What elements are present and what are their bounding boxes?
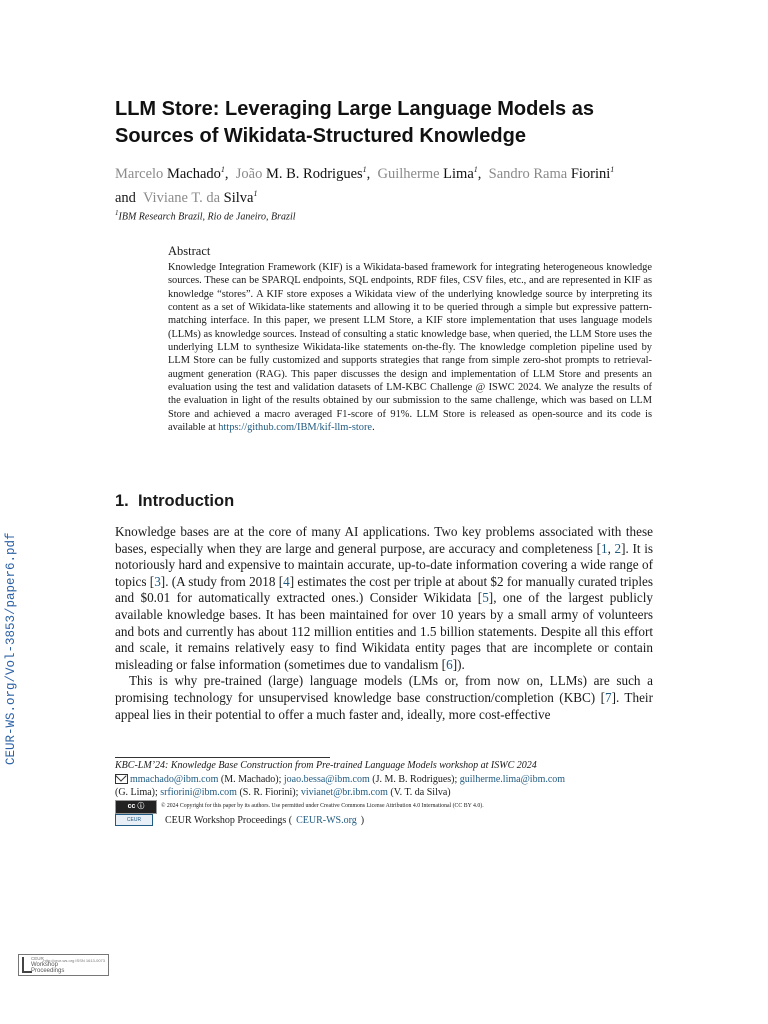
body-text-run: Knowledge bases are at the core of many AI applications. Two key problems associated with these bases, especially when they are large and general purpose, are accuracy and completeness [: [115, 524, 653, 556]
affiliation: $^1$IBM Research Brazil, Rio de Janeiro, Brazil: [115, 209, 296, 223]
envelope-icon: [115, 774, 128, 784]
author-3: Sandro Rama Fiorini$^1$: [488, 165, 615, 182]
email-link[interactable]: joao.bessa@ibm.com: [283, 773, 370, 785]
email-link[interactable]: srfiorini@ibm.com: [160, 787, 237, 798]
license-row: [115, 800, 675, 814]
body-text-run: ]. It is notoriously hard and expensive to maintain accurate, up-to-date information covering a wide range of topics [: [115, 540, 654, 589]
body-text-run: ,: [607, 540, 615, 556]
author-1: João M. B. Rodrigues$^1$: [235, 165, 367, 182]
author-list: Marcelo Machado$^1$, João M. B. Rodrigues$^1$, Guilherme Lima$^1$, Sandro Rama Fiorini$^1$ and Viviane T. da Silva$^1$: [115, 165, 615, 206]
abstract-text: Knowledge Integration Framework (KIF) is a Wikidata-based framework for integrating heterogeneous knowledge sources. These can be SPARQL endpoints, SQL endpoints, RDF files, CSV files, etc., and are represented in KIF as knowledge “stores”. A KIF store exposes a Wikidata view of the underlying knowledge source by interpreting its content as a set of Wikidata-like statements and allowing it to be queried through a simple but expressive pattern-matching interface. In this paper, we present LLM Store, a KIF store implementation that uses language models (LLMs) as knowledge sources. Instead of consulting a static knowledge base, when queried, the LLM Store uses the underlying LLM to synthesize Wikidata-like statements on-the-fly. The knowledge completion pipeline used by LLM Store can be fully customized and supports strategies that range from simple zero-shot prompts to retrieval-augment generation (RAG). This paper discusses the design and implementation of LLM Store and presents an evaluation using the test and validation datasets of LM-KBC Challenge @ ISWC 2024. We analyze the results of the evaluation in light of the results obtained by our submission to the same challenge, which was based on LLM Store and achieved a macro averaged F1-score of 91%. LLM Store is released as open-source and its code is available at: [168, 262, 652, 434]
email-link[interactable]: mmachado@ibm.com: [130, 773, 219, 785]
venue-note: KBC-LM’24: Knowledge Base Construction from Pre-trained Language Models workshop at ISWC 2024: [115, 760, 537, 771]
email-line-1: mmachado@ibm.com (M. Machado); joao.bessa@ibm.com (J. M. B. Rodrigues); guilherme.lima@ibm.com: [115, 773, 675, 787]
author-4: Viviane T. da Silva$^1$: [142, 188, 258, 206]
body-text-run: ] estimates the cost per triple at about $2 for manually curated triples and $0.01 for automatically extracted ones.) Consider Wikidata [: [115, 573, 654, 606]
citation-ref[interactable]: 3: [154, 573, 161, 589]
citation-ref[interactable]: 2: [614, 540, 622, 556]
footnote-rule: [115, 757, 330, 758]
citation-ref[interactable]: 1: [600, 540, 608, 556]
body-text-run: ]. (A study from 2018 [: [160, 573, 284, 589]
email-link[interactable]: guilherme.lima@ibm.com: [459, 773, 566, 785]
paragraph-1: [115, 524, 653, 673]
citation-ref[interactable]: 7: [604, 689, 612, 705]
body-text-run: ]. Their appeal lies in their potential to offer a much faster and, ideally, more cost-effective: [115, 689, 653, 722]
footnote-area: [115, 759, 675, 827]
body-text-run: ], one of the largest publicly available knowledge bases. It has been maintained for over 10 years by a small army of volunteers and bots and currently has about 112 million entities and 1.5 billion statements. Despite all this effort and scale, it remains relatively easy to find Wikidata entity pages that are incomplete or contain misleading or false information (sometimes due to vandalism [: [115, 590, 653, 672]
ceur-badge-icon: CEUR: [115, 814, 153, 826]
section-heading: 1. Introduction: [115, 492, 235, 510]
ceur-link[interactable]: CEUR-WS.org: [296, 814, 357, 826]
license-text: © 2024 Copyright for this paper by its authors. Use permitted under Creative Commons License Attribution 4.0 International (CC BY 4.0).: [161, 802, 484, 809]
citation-ref[interactable]: 5: [482, 590, 489, 606]
authors-and: and: [115, 189, 136, 206]
abstract-heading: Abstract: [168, 244, 211, 258]
citation-ref[interactable]: 6: [446, 656, 453, 672]
introduction-body: [115, 524, 653, 723]
abstract-body: Knowledge Integration Framework (KIF) is a Wikidata-based framework for integrating heterogeneous knowledge sources. These can be SPARQL endpoints, SQL endpoints, RDF files, CSV files, etc., and are represented in KIF as knowledge “stores”. A KIF store exposes a Wikidata view of the underlying knowledge source by interpreting its content as a set of Wikidata-like statements and allowing it to be queried through a simple but expressive pattern-matching interface. In this paper, we present LLM Store, a KIF store implementation that uses language models (LLMs) as knowledge sources. Instead of consulting a static knowledge base, when queried, the LLM Store uses the underlying LLM to synthesize Wikidata-like statements on-the-fly. The knowledge completion pipeline used by LLM Store can be fully customized and supports strategies that range from simple zero-shot prompts to retrieval-augment generation (RAG). This paper discusses the design and implementation of LLM Store and presents an evaluation using the test and validation datasets of LM-KBC Challenge @ ISWC 2024. We analyze the results of the evaluation in light of the results obtained by our submission to the same challenge, which was based on LLM Store and achieved a macro averaged F1-score of 91%. LLM Store is released as open-source and its code is available at https://github.com/IBM/kif-llm-store.: [168, 262, 652, 434]
title-line-1: LLM Store: Leveraging Large Language Models as: [115, 98, 594, 120]
cc-by-badge-icon: cc ⓘ: [115, 800, 157, 814]
author-2: Guilherme Lima$^1$: [377, 165, 478, 182]
author-0: Marcelo Machado$^1$: [115, 165, 225, 182]
citation-ref[interactable]: 4: [283, 573, 290, 589]
body-text-run: This is why pre-trained (large) language models (LMs or, from now on, LLMs) are such a promising technology for unsupervised knowledge base construction/completion (KBC) [: [115, 673, 653, 705]
paragraph-2: [115, 673, 653, 723]
title-line-2: Sources of Wikidata-Structured Knowledge: [115, 125, 526, 147]
email-link[interactable]: vivianet@br.ibm.com: [300, 787, 388, 798]
ceur-logo-icon: CEUR Workshop Proceedings http://ceur-ws.org ISSN 1613-0073: [18, 954, 109, 976]
email-line-2: (G. Lima); srfiorini@ibm.com (S. R. Fiorini); vivianet@br.ibm.com (V. T. da Silva): [115, 787, 451, 798]
body-text-run: ]).: [452, 656, 465, 672]
paper-title: [115, 96, 675, 150]
side-url-link[interactable]: CEUR-WS.org/Vol-3853/paper6.pdf: [4, 532, 18, 765]
proceedings-row: CEUR CEUR Workshop Proceedings ( CEUR-WS.org ): [115, 814, 675, 828]
github-link[interactable]: https://github.com/IBM/kif-llm-store: [218, 422, 373, 434]
